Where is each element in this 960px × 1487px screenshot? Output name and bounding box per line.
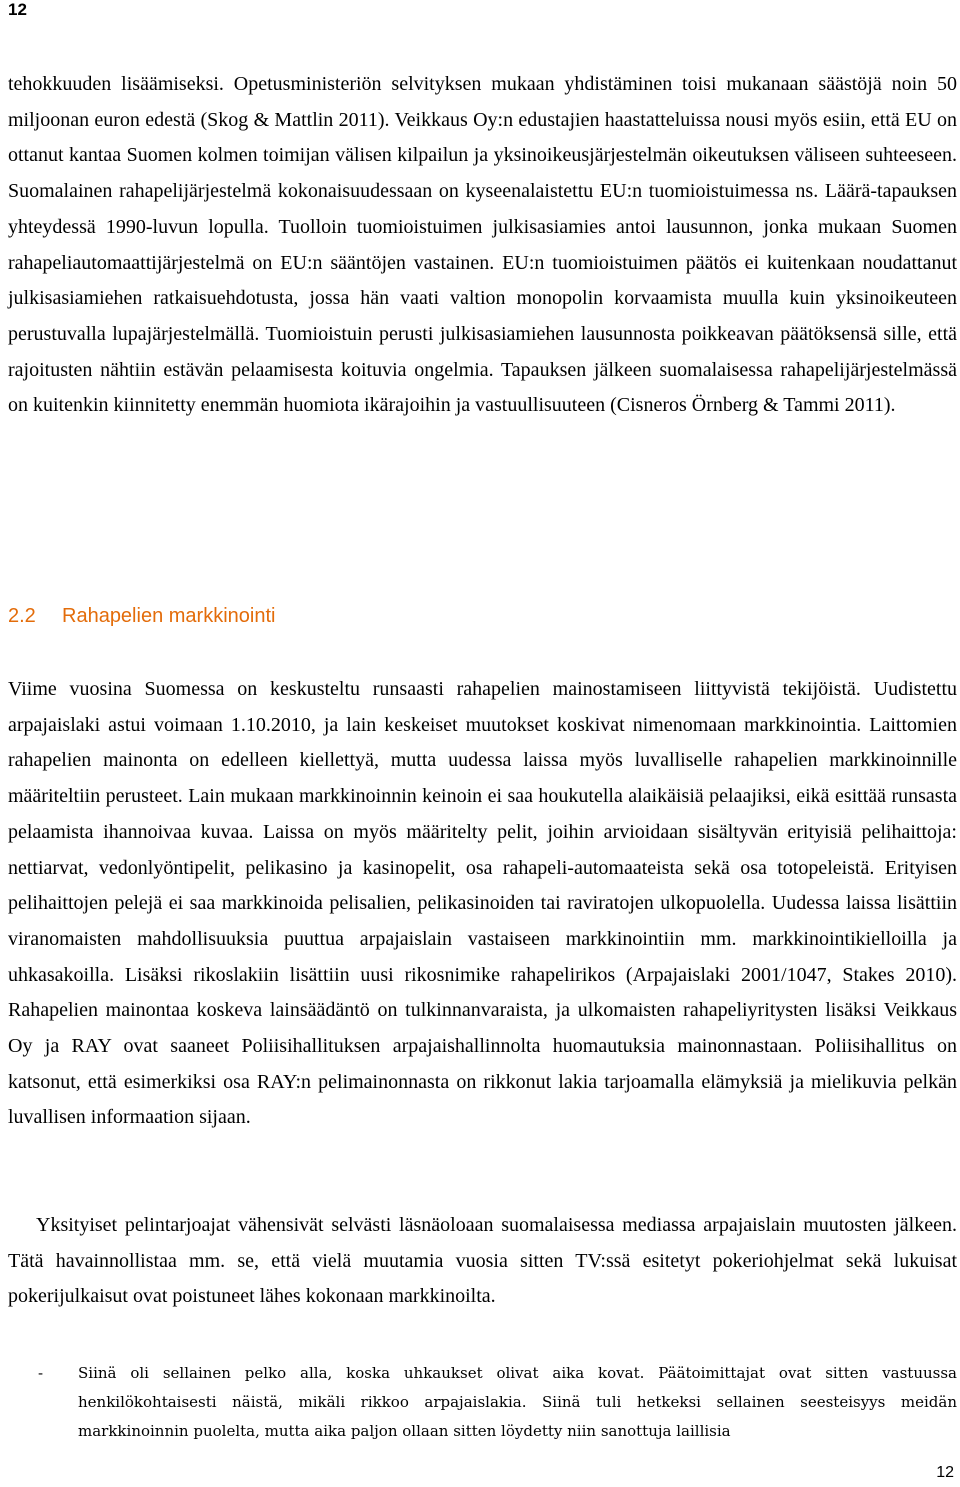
- paragraph-2: Viime vuosina Suomessa on keskusteltu runsaasti rahapelien mainostamiseen liittyvistä tekijöistä. Uudistettu arpajaislaki astui voimaan 1.10.2010, ja lain keskeiset muutokset koskivat nimenomaan markkinointia. Laittomien rahapelien mainonta on edelleen kiellettyä, mutta uudessa laissa myös luvalliselle rahapelien markkinoinnille määriteltiin perusteet. Lain mukaan markkinoinnin keinoin ei saa houkutella alaikäisiä pelaajiksi, eikä esittää runsasta pelaamista ihannoivaa kuvaa. Laissa on myös määritelty pelit, joihin arvioidaan sisältyvän erityisiä pelihaittoja: nettiarvat, vedonlyöntipelit, pelikasino ja kasinopelit, osa rahapeli-automaateista sekä osa totopeleistä. Erityisen pelihaittojen pelejä ei saa markkinoida pelisalien, pelikasinoiden tai raviratojen ulkopuolella. Uudessa laissa lisättiin viranomaisten mahdollisuuksia puuttua arpajaislain vastaiseen markkinointiin mm. markkinointikielloilla ja uhkasakoilla. Lisäksi rikoslakiin lisättiin uusi rikosnimike rahapelirikos (Arpajaislaki 2001/1047, Stakes 2010). Rahapelien mainontaa koskeva lainsäädäntö on tulkinnanvaraista, ja ulkomaisten rahapeliyritysten lisäksi Veikkaus Oy ja RAY ovat saaneet Poliisihallituksen arpajaishallinnolta huomautuksia mainonnastaan. Poliisihallitus on katsonut, että esimerkiksi osa RAY:n pelimainonnasta on rikkonut lakia tarjoamalla elämyksiä ja mielikuvia pelkän luvallisen informaation sijaan.: [8, 678, 957, 1129]
- paragraph-1: tehokkuuden lisäämiseksi. Opetusministeriön selvityksen mukaan yhdistäminen toisi mukanaan säästöjä noin 50 miljoonan euron edestä (Skog & Mattlin 2011). Veikkaus Oy:n edustajien haastatteluissa nousi myös esiin, että EU on ottanut kantaa Suomen kolmen toimijan välisen kilpailun ja yksinoikeusjärjestelmän oikeutuksen väliseen suhteeseen. Suomalainen rahapelijärjestelmä kokonaisuudessaan on kyseenalaistettu EU:n tuomioistuimessa ns. Läärä-tapauksen yhteydessä 1990-luvun lopulla. Tuolloin tuomioistuimen julkisasiamies antoi lausunnon, jonka mukaan Suomen rahapeliautomaattijärjestelmä on EU:n sääntöjen vastainen. EU:n tuomioistuimen päätös ei kuitenkaan noudattanut julkisasiamiehen ratkaisuehdotusta, jossa hän vaati valtion monopolin korvaamista muulla kuin yksinoikeuteen perustuvalla lupajärjestelmällä. Tuomioistuin perusti julkisasiamiehen lausunnosta poikkeavan päätöksensä sille, että rajoitusten nähtiin estävän pelaamisesta koituvia ongelmia. Tapauksen jälkeen suomalaisessa rahapelijärjestelmässä on kuitenkin kiinnitetty enemmän huomiota ikärajoihin ja vastuullisuuteen (Cisneros Örnberg & Tammi 2011).: [8, 73, 957, 417]
- interview-quote: [8, 1359, 957, 1446]
- paragraph-3: Yksityiset pelintarjoajat vähensivät selvästi läsnäoloaan suomalaisessa mediassa arpajaislain muutosten jälkeen. Tätä havainnollistaa mm. se, että vielä muutamia vuosia sitten TV:ssä esitetyt pokeriohjelmat sekä lukuisat pokerijulkaisut ovat poistuneet lähes kokonaan markkinoilta.: [8, 1214, 957, 1308]
- section-heading: [8, 601, 275, 631]
- page-number-bottom: 12: [936, 1464, 954, 1481]
- quote-text: Siinä oli sellainen pelko alla, koska uhkaukset olivat aika kovat. Päätoimittajat ovat sitten vastuussa henkilökohtaisesti näistä, mikäli rikkoo arpajaislakia. Siinä tuli hetkeksi sellainen seesteisyys meidän markkinoinnin puolelta, mutta aika paljon ollaan sitten löydetty niin sanottuja laillisia: [78, 1364, 957, 1440]
- page-number-top: 12: [8, 0, 27, 19]
- section-title: Rahapelien markkinointi: [62, 605, 276, 627]
- quote-dash: -: [38, 1364, 44, 1382]
- section-number: 2.2: [8, 605, 36, 627]
